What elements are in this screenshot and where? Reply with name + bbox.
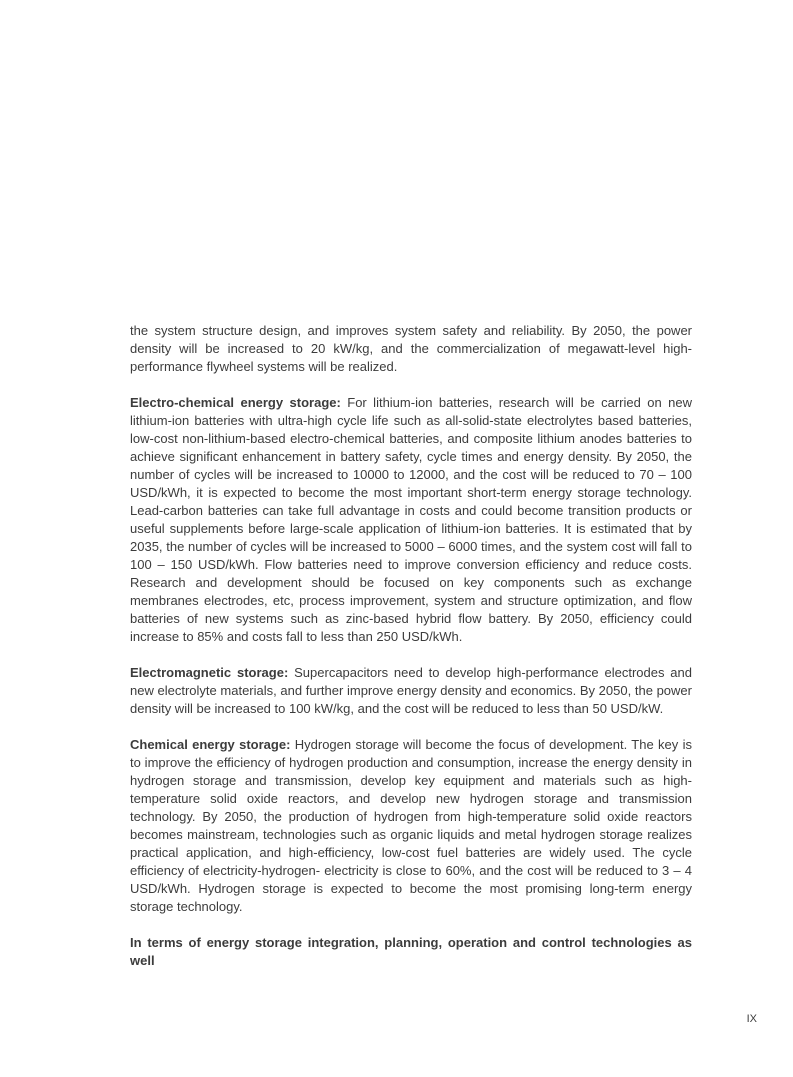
paragraph-lead: Electro-chemical energy storage:	[130, 395, 341, 410]
paragraph-integration-planning	[130, 934, 692, 970]
paragraph-text: In terms of energy storage integration, planning, operation and control technologies as well	[130, 935, 692, 968]
paragraph-text: For lithium-ion batteries, research will be carried on new lithium-ion batteries with ultra-high cycle life such as all-solid-state electrolytes based batteries, low-cost non-lithium-based electro-chemical batteries, and composite lithium anodes batteries to achieve significant enhancement in battery safety, cycle times and energy density. By 2050, the number of cycles will be increased to 10000 to 12000, and the cost will be reduced to 70 – 100 USD/kWh, it is expected to become the most important short-term energy storage technology. Lead-carbon batteries can take full advantage in costs and could become transition products or useful supplements before large-scale application of lithium-ion batteries. It is estimated that by 2035, the number of cycles will be increased to 5000 – 6000 times, and the system cost will fall to 100 – 150 USD/kWh. Flow batteries need to improve conversion efficiency and reduce costs. Research and development should be focused on key components such as exchange membranes electrodes, etc, process improvement, system and structure optimization, and flow batteries of new systems such as zinc-based hybrid flow battery. By 2050, efficiency could increase to 85% and costs fall to less than 250 USD/kWh.	[130, 395, 692, 644]
paragraph-lead: Chemical energy storage:	[130, 737, 291, 752]
paragraph-electromagnetic-storage	[130, 664, 692, 718]
paragraph-flywheel-continuation	[130, 322, 692, 376]
paragraph-text: the system structure design, and improves system safety and reliability. By 2050, the power density will be increased to 20 kW/kg, and the commercialization of megawatt-level high-performance flywheel systems will be realized.	[130, 323, 692, 374]
paragraph-electro-chemical-storage	[130, 394, 692, 646]
paragraph-chemical-energy-storage	[130, 736, 692, 916]
page-content	[130, 322, 692, 970]
paragraph-lead: Electromagnetic storage:	[130, 665, 289, 680]
paragraph-text: Hydrogen storage will become the focus of development. The key is to improve the efficiency of hydrogen production and consumption, increase the energy density in hydrogen storage and transmission, develop key equipment and materials such as high-temperature solid oxide reactors, and develop new hydrogen storage and transmission technology. By 2050, the production of hydrogen from high-temperature solid oxide reactors becomes mainstream, technologies such as organic liquids and metal hydrogen storage realizes practical application, and high-efficiency, low-cost fuel batteries are widely used. The cycle efficiency of electricity-hydrogen- electricity is close to 60%, and the cost will be reduced to 3 – 4 USD/kWh. Hydrogen storage is expected to become the most promising long-term energy storage technology.	[130, 737, 692, 914]
page-number: IX	[746, 1013, 757, 1025]
paragraph-text: Supercapacitors need to develop high-performance electrodes and new electrolyte materials, and further improve energy density and economics. By 2050, the power density will be increased to 100 kW/kg, and the cost will be reduced to less than 50 USD/kW.	[130, 665, 692, 716]
